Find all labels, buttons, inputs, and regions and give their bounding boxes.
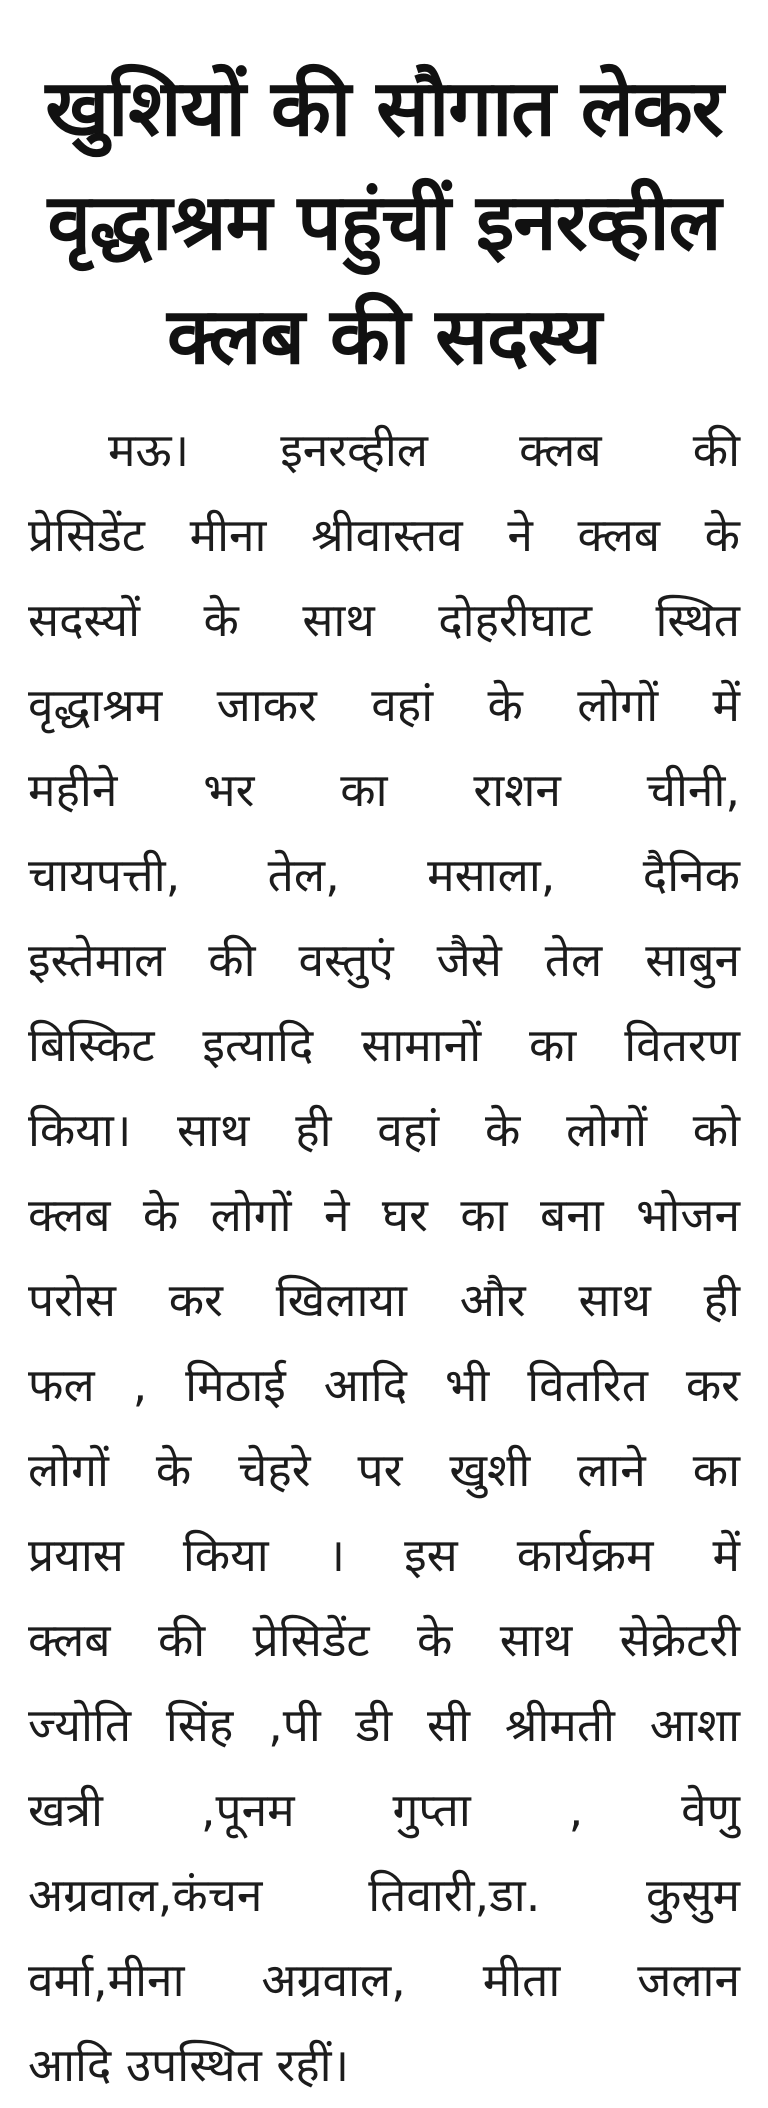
headline xyxy=(28,52,740,394)
body-line: अग्रवाल,कंचन तिवारी,डा. कुसुम xyxy=(28,1868,740,1922)
headline-line-1: खुशियों की सौगात लेकर xyxy=(45,64,723,154)
body-line: ज्योति सिंह ,पी डी सी श्रीमती आशा xyxy=(28,1698,740,1752)
body-line: किया। साथ ही वहां के लोगों को xyxy=(28,1103,740,1157)
body-line: खत्री ,पूनम गुप्ता , वेणु xyxy=(28,1783,740,1837)
body-line: क्लब के लोगों ने घर का बना भोजन xyxy=(28,1188,740,1242)
body-line: प्रयास किया । इस कार्यक्रम में xyxy=(28,1528,740,1582)
body-line: आदि उपस्थित रहीं। xyxy=(28,2038,350,2092)
body-line: चायपत्ती, तेल, मसाला, दैनिक xyxy=(28,848,740,902)
body-line: वर्मा,मीना अग्रवाल, मीता जलान xyxy=(28,1953,740,2007)
body-line: फल , मिठाई आदि भी वितरित कर xyxy=(28,1358,740,1412)
body-line: वृद्धाश्रम जाकर वहां के लोगों में xyxy=(28,678,740,732)
body-line: परोस कर खिलाया और साथ ही xyxy=(28,1273,740,1327)
headline-line-3: क्लब की सदस्य xyxy=(166,292,602,382)
body-line: क्लब की प्रेसिडेंट के साथ सेक्रेटरी xyxy=(28,1613,740,1667)
body-line: प्रेसिडेंट मीना श्रीवास्तव ने क्लब के xyxy=(28,508,740,562)
body-line: मऊ। इनरव्हील क्लब की xyxy=(108,423,740,477)
body-line: सदस्यों के साथ दोहरीघाट स्थित xyxy=(28,593,740,647)
body-line: इस्तेमाल की वस्तुएं जैसे तेल साबुन xyxy=(28,933,740,987)
body-line: महीने भर का राशन चीनी, xyxy=(28,763,740,817)
headline-line-2: वृद्धाश्रम पहुंचीं इनरव्हील xyxy=(47,178,721,268)
article-body xyxy=(28,408,740,2108)
body-line: बिस्किट इत्यादि सामानों का वितरण xyxy=(28,1018,740,1072)
body-line: लोगों के चेहरे पर खुशी लाने का xyxy=(28,1443,740,1497)
